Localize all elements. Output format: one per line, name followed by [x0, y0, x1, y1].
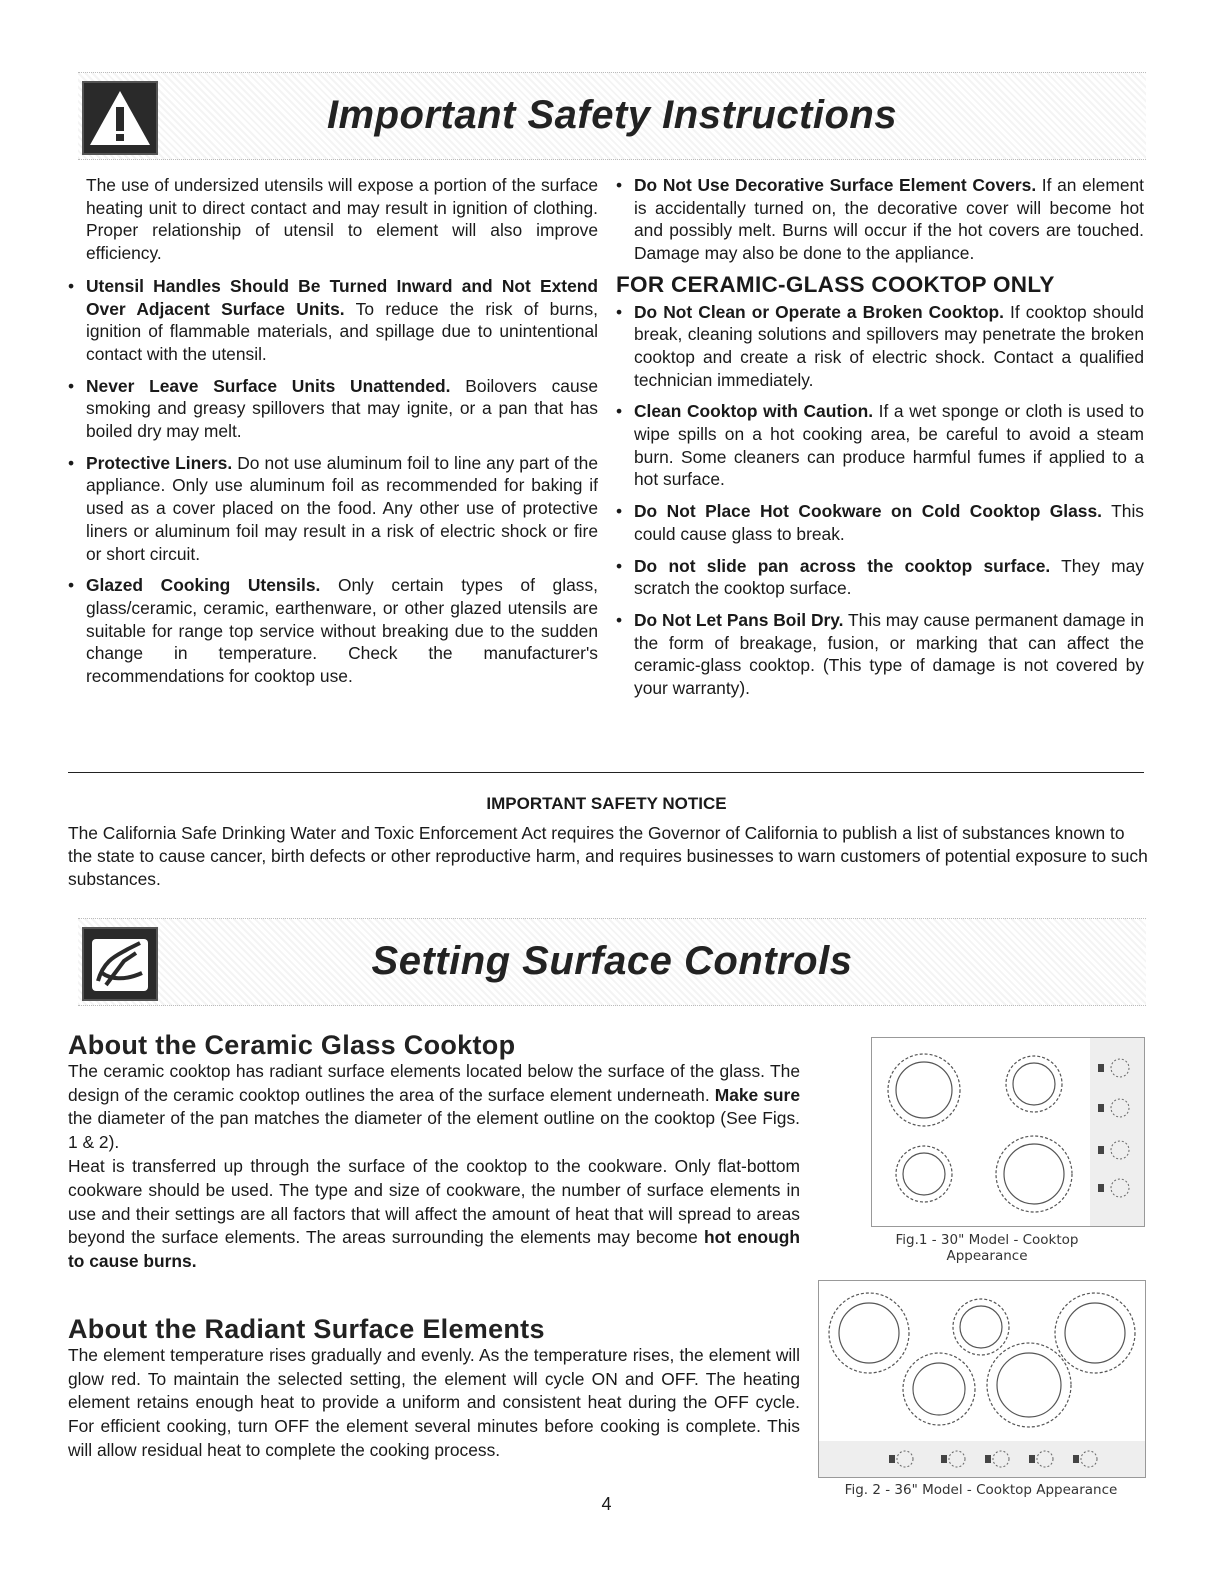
- intro-paragraph: The use of undersized utensils will expose a portion of the surface heating unit to direct contact and may result in ignition of clothing. Proper relationship of utensil to element will also improve efficiency.: [86, 175, 598, 264]
- section-paragraph: [68, 1155, 800, 1274]
- list-item: [616, 400, 1144, 491]
- controls-banner: [78, 918, 1146, 1006]
- list-item: [68, 375, 598, 443]
- item-heading: Do Not Clean or Operate a Broken Cooktop.: [634, 301, 1004, 322]
- caption-line: Appearance: [946, 1248, 1028, 1264]
- item-heading: Utensil Handles Should Be Turned Inward and Not Extend Over Adjacent Surface Units.: [86, 275, 598, 319]
- safety-banner: [78, 72, 1146, 160]
- list-item: [616, 301, 1144, 392]
- fig2-caption: Fig. 2 - 36" Model - Cooktop Appearance: [844, 1482, 1118, 1498]
- notice-title: IMPORTANT SAFETY NOTICE: [486, 794, 727, 813]
- list-item: [68, 452, 598, 566]
- item-text: To reduce the risk of burns, ignition of flammable materials, and spillage due to unintentional contact with the utensil.: [86, 298, 598, 364]
- banner-title: Setting Surface Controls: [371, 939, 853, 983]
- text-run: The ceramic cooktop has radiant surface elements located below the surface of the glass. The design of the ceramic cooktop outlines the area of the surface element underneath.: [68, 1060, 800, 1105]
- item-heading: Do not slide pan across the cooktop surface.: [634, 555, 1051, 576]
- section-paragraph: The element temperature rises gradually and evenly. As the temperature rises, the element will glow red. To maintain the selected setting, the element will cycle ON and OFF. The heating element retains enough heat to provide a uniform and consistent heat during the OFF cycle. For efficient cooking, turn OFF the element several minutes before cooking is complete. This will allow residual heat to complete the cooking process.: [68, 1344, 800, 1460]
- item-heading: Do Not Use Decorative Surface Element Covers.: [634, 175, 1037, 195]
- section-heading: About the Ceramic Glass Cooktop: [68, 1030, 516, 1060]
- item-text: If cooktop should break, cleaning solutions and spillovers may penetrate the broken cooktop and create a risk of electric shock. Contact a qualified technician immediately.: [634, 301, 1144, 390]
- right-column: [616, 174, 1144, 709]
- item-heading: Clean Cooktop with Caution.: [634, 401, 874, 422]
- list-item: [616, 174, 1144, 265]
- item-heading: Do Not Let Pans Boil Dry.: [634, 609, 844, 630]
- fig1-cooktop-diagram: [871, 1037, 1145, 1227]
- radiant-elements-section: [68, 1314, 800, 1463]
- item-text: If an element is accidentally turned on, the decorative cover will become hot and possibly melt. Burns will occur if the hot covers are touched. Damage may also be done to the appliance.: [634, 175, 1144, 264]
- fig1-caption: [871, 1232, 1103, 1264]
- item-heading: Never Leave Surface Units Unattended.: [86, 375, 451, 396]
- list-item: [616, 609, 1144, 700]
- page-number: 4: [601, 1494, 612, 1514]
- text-run: the diameter of the pan matches the diameter of the element outline on the cooktop (See Figs. 1 & 2).: [68, 1108, 800, 1153]
- section-heading: About the Radiant Surface Elements: [68, 1314, 545, 1344]
- ceramic-heading: FOR CERAMIC-GLASS COOKTOP ONLY: [616, 271, 1055, 297]
- item-text: Only certain types of glass, glass/ceramic, ceramic, earthenware, or other glazed utensils are suitable for range top service without breaking due to the sudden change in temperature. Check the manufacturer's recommendations for cooktop use.: [86, 575, 598, 687]
- left-column: [86, 174, 598, 697]
- divider: [68, 772, 1144, 773]
- item-heading: Glazed Cooking Utensils.: [86, 575, 321, 596]
- emphasis: Make sure: [714, 1084, 800, 1105]
- item-text: Do not use aluminum foil to line any part of the appliance. Only use aluminum foil as recommended for baking if used as a cover placed on the food. Any other use of protective liners or aluminum foil may result in a risk of electric shock or fire or short circuit.: [86, 452, 598, 564]
- ceramic-glass-section: [68, 1030, 801, 1274]
- text-run: Heat is transferred up through the surface of the cooktop to the cookware. Only flat-bottom cookware should be used. The type and size of cookware, the number of surface elements in use and their settings are all factors that will affect the amount of heat that will spread to areas beyond the surface elements. The areas surrounding the elements may become: [68, 1155, 800, 1248]
- caption-line: Fig.1 - 30" Model - Cooktop: [895, 1232, 1079, 1248]
- notice-body: The California Safe Drinking Water and Toxic Enforcement Act requires the Governor of California to publish a list of substances known to the state to cause cancer, birth defects or other reproductive harm, and requires businesses to warn customers of potential exposure to such substances.: [68, 823, 1148, 889]
- emphasis: hot enough to cause burns.: [68, 1227, 801, 1272]
- section-paragraph: [68, 1060, 800, 1155]
- item-text: This may cause permanent damage in the form of breakage, fusion, or marking that can affect the ceramic-glass cooktop. (This type of damage is not covered by your warranty).: [634, 609, 1144, 699]
- item-heading: Do Not Place Hot Cookware on Cold Cooktop Glass.: [634, 501, 1102, 522]
- fig2-cooktop-diagram: [818, 1280, 1146, 1478]
- item-text: This could cause glass to break.: [634, 501, 1145, 544]
- list-item: [68, 574, 598, 688]
- item-text: They may scratch the cooktop surface.: [634, 555, 1144, 599]
- item-heading: Protective Liners.: [86, 452, 233, 473]
- list-item: [616, 555, 1144, 600]
- item-text: Boilovers cause smoking and greasy spillovers that may ignite, or a pan that has boiled dry may melt.: [86, 375, 598, 442]
- list-item: [68, 275, 598, 366]
- item-text: If a wet sponge or cloth is used to wipe spills on a hot cooking area, be careful to avoid a steam burn. Some cleaners can produce harmful fumes if applied to a hot surface.: [634, 401, 1144, 490]
- list-item: [616, 500, 1144, 545]
- banner-title: Important Safety Instructions: [326, 93, 898, 137]
